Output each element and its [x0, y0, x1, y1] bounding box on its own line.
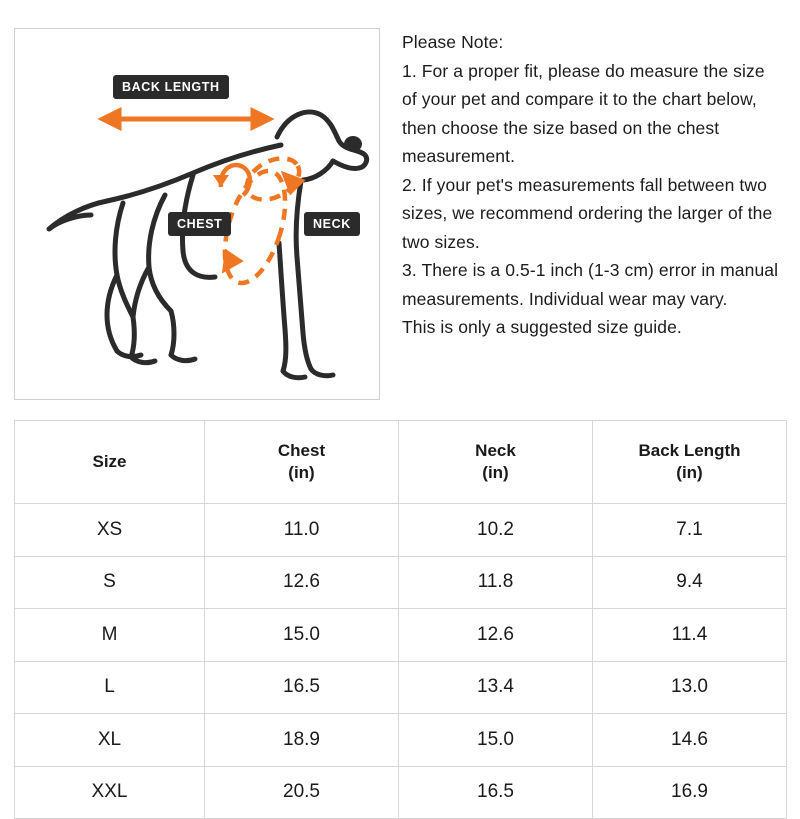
cell-neck: 13.4 — [399, 661, 593, 714]
column-header-chest-title: Chest — [277, 441, 326, 460]
label-chest: CHEST — [168, 212, 231, 236]
withers-loop — [213, 165, 250, 195]
cell-back-length: 11.4 — [593, 609, 787, 662]
cell-size: S — [15, 556, 205, 609]
table-row — [15, 714, 787, 767]
table-row — [15, 766, 787, 819]
cell-size: XXL — [15, 766, 205, 819]
cell-back-length: 14.6 — [593, 714, 787, 767]
column-header-back-length-unit: (in) — [676, 463, 703, 482]
dog-eye — [344, 136, 362, 152]
cell-chest: 16.5 — [205, 661, 399, 714]
cell-back-length: 7.1 — [593, 504, 787, 557]
cell-chest: 20.5 — [205, 766, 399, 819]
note-line-3: 3. There is a 0.5-1 inch (1-3 cm) error in manual measurements. Individual wear may vary. — [402, 260, 779, 309]
column-header-size — [15, 421, 205, 504]
cell-neck: 16.5 — [399, 766, 593, 819]
cell-chest: 15.0 — [205, 609, 399, 662]
column-header-neck-title: Neck — [475, 441, 516, 460]
label-neck: NECK — [304, 212, 360, 236]
cell-chest: 18.9 — [205, 714, 399, 767]
cell-size: L — [15, 661, 205, 714]
cell-neck: 12.6 — [399, 609, 593, 662]
cell-neck: 10.2 — [399, 504, 593, 557]
note-line-1: 1. For a proper fit, please do measure the size of your pet and compare it to the chart below, then choose the size based on the chest measurement. — [402, 60, 765, 166]
size-chart-container — [14, 420, 786, 819]
cell-neck: 11.8 — [399, 556, 593, 609]
cell-chest: 11.0 — [205, 504, 399, 557]
column-header-size-title: Size — [92, 452, 127, 471]
column-header-chest — [205, 421, 399, 504]
column-header-back-length — [593, 421, 787, 504]
label-back-length: BACK LENGTH — [113, 75, 229, 99]
column-header-neck-unit: (in) — [482, 463, 509, 482]
cell-neck: 15.0 — [399, 714, 593, 767]
cell-size: XL — [15, 714, 205, 767]
table-row — [15, 504, 787, 557]
table-row — [15, 661, 787, 714]
column-header-chest-unit: (in) — [288, 463, 315, 482]
cell-back-length: 16.9 — [593, 766, 787, 819]
back-length-arrow — [103, 111, 269, 127]
note-line-4: This is only a suggested size guide. — [402, 317, 682, 337]
table-header-row — [15, 421, 787, 504]
table-row — [15, 556, 787, 609]
column-header-neck — [399, 421, 593, 504]
cell-size: XS — [15, 504, 205, 557]
cell-size: M — [15, 609, 205, 662]
top-section — [0, 0, 800, 400]
column-header-back-length-title: Back Length — [638, 441, 741, 460]
note-line-2: 2. If your pet's measurements fall between two sizes, we recommend ordering the larger of the two sizes. — [402, 174, 773, 252]
chest-arrow-head — [225, 253, 239, 269]
cell-back-length: 9.4 — [593, 556, 787, 609]
note-heading: Please Note: — [402, 32, 504, 52]
size-chart-table — [14, 420, 787, 819]
cell-back-length: 13.0 — [593, 661, 787, 714]
table-row — [15, 609, 787, 662]
please-note-block — [380, 28, 788, 342]
dog-measurement-diagram — [14, 28, 380, 400]
cell-chest: 12.6 — [205, 556, 399, 609]
